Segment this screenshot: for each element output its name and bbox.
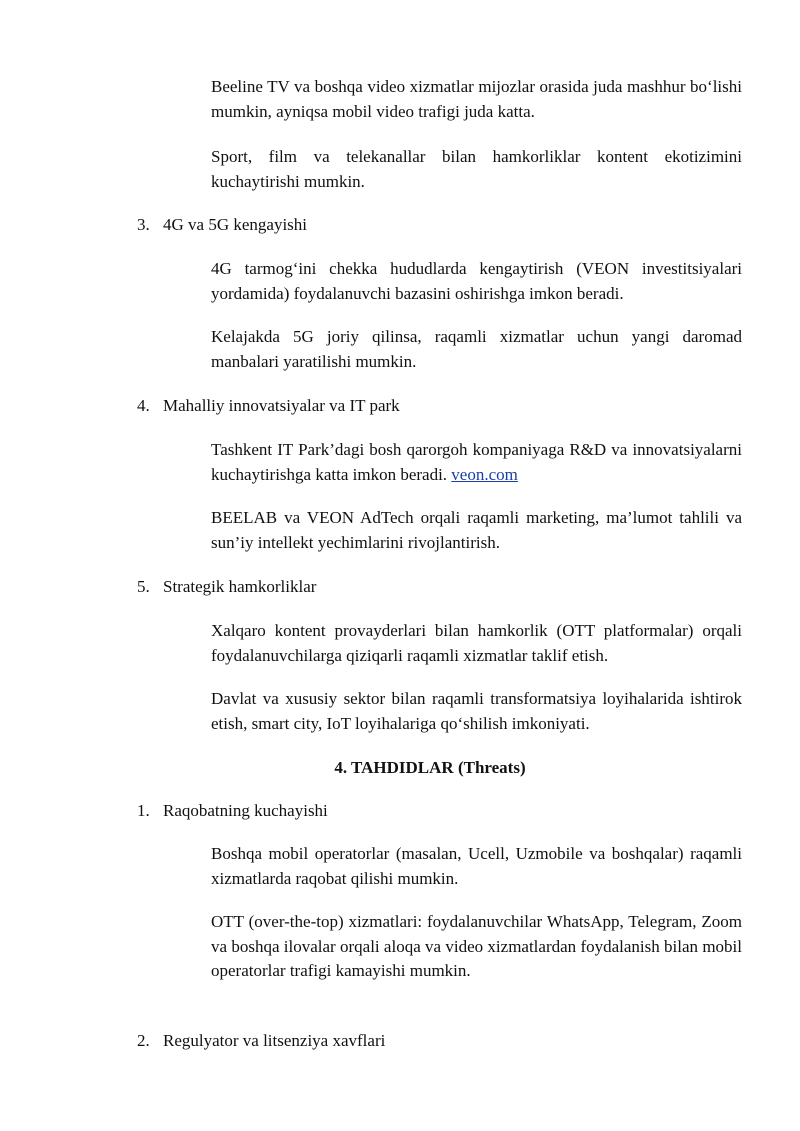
paragraph-with-link [211,438,742,487]
list-number: 1. [137,801,150,820]
list-label: Regulyator va litsenziya xavflari [163,1031,386,1050]
list-item-heading [137,394,400,418]
list-item-heading [137,575,316,599]
list-label: Raqobatning kuchayishi [163,801,328,820]
list-number: 3. [137,215,150,234]
list-label: 4G va 5G kengayishi [163,215,308,234]
paragraph: BEELAB va VEON AdTech orqali raqamli marketing, ma’lumot tahlili va sun’iy intellekt yechimlarini rivojlantirish. [211,508,742,552]
list-number: 2. [137,1031,150,1050]
list-label: Mahalliy innovatsiyalar va IT park [163,396,400,415]
paragraph: OTT (over-the-top) xizmatlari: foydalanuvchilar WhatsApp, Telegram, Zoom va boshqa ilovalar orqali aloqa va video xizmatlardan foydalanish bilan mobil operatorlar trafigi kamayishi mumkin. [211,912,742,980]
section-title: 4. TAHDIDLAR (Threats) [334,758,526,777]
paragraph: Sport, film va telekanallar bilan hamkorliklar kontent ekotizimini kuchaytirishi mumkin. [211,147,742,191]
paragraph-text: Tashkent IT Park’dagi bosh qarorgoh kompaniyaga R&D va innovatsiyalarni kuchaytirishga katta imkon beradi. [211,440,742,484]
list-item-heading [137,1029,385,1053]
list-number: 5. [137,577,150,596]
list-label: Strategik hamkorliklar [163,577,317,596]
paragraph: 4G tarmog‘ini chekka hududlarda kengaytirish (VEON investitsiyalari yordamida) foydalanuvchi bazasini oshirishga imkon beradi. [211,259,742,303]
veon-link[interactable]: veon.com [451,464,518,484]
paragraph: Boshqa mobil operatorlar (masalan, Ucell, Uzmobile va boshqalar) raqamli xizmatlarda raqobat qilishi mumkin. [211,844,742,888]
paragraph: Xalqaro kontent provayderlari bilan hamkorlik (OTT platformalar) orqali foydalanuvchilarga qiziqarli raqamli xizmatlar taklif etish. [211,621,742,665]
list-item-heading [137,799,328,823]
paragraph: Kelajakda 5G joriy qilinsa, raqamli xizmatlar uchun yangi daromad manbalari yaratilishi mumkin. [211,327,742,371]
list-number: 4. [137,396,150,415]
list-item-heading [137,213,307,237]
paragraph: Davlat va xususiy sektor bilan raqamli transformatsiya loyihalarida ishtirok etish, smart city, IoT loyihalariga qo‘shilish imkoniyati. [211,689,742,733]
paragraph: Beeline TV va boshqa video xizmatlar mijozlar orasida juda mashhur bo‘lishi mumkin, ayniqsa mobil video trafigi juda katta. [211,77,742,121]
